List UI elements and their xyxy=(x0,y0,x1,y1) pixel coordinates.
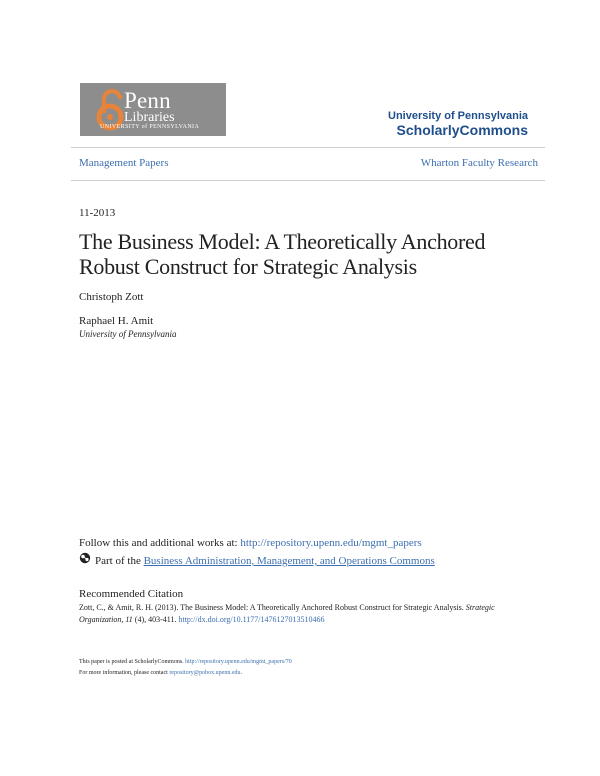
header-divider-bottom xyxy=(71,180,545,181)
follow-link[interactable]: http://repository.upenn.edu/mgmt_papers xyxy=(240,537,422,549)
header-divider-top xyxy=(71,147,545,148)
footer-contact-prefix: For more information, please contact xyxy=(79,670,170,676)
follow-prefix: Follow this and additional works at: xyxy=(79,537,241,549)
logo-tagline: UNIVERSITY of PENNSYLVANIA xyxy=(100,124,200,130)
recommended-citation-heading: Recommended Citation xyxy=(79,588,184,600)
logo-title: Penn xyxy=(124,88,171,113)
author-name: Raphael H. Amit xyxy=(79,315,154,327)
citation-doi-link[interactable]: http://dx.doi.org/10.1177/1476127013510466 xyxy=(178,615,325,624)
footer-email-link[interactable]: repository@pobox.upenn.edu xyxy=(169,670,241,676)
repository-name[interactable]: ScholarlyCommons xyxy=(396,122,528,138)
follow-line xyxy=(79,537,422,549)
footer-paper-link[interactable]: http://repository.upenn.edu/mgmt_papers/70 xyxy=(185,659,292,665)
nav-link-management-papers[interactable]: Management Papers xyxy=(79,157,169,169)
penn-libraries-logo[interactable] xyxy=(80,83,226,136)
paper-title: The Business Model: A Theoretically Anchored Robust Construct for Strategic Analysis xyxy=(79,229,486,279)
author-name: Christoph Zott xyxy=(79,291,144,303)
citation-journal: Strategic Organization, 11 xyxy=(79,603,495,624)
publication-date: 11-2013 xyxy=(79,207,116,219)
citation-text xyxy=(79,602,519,626)
footer-contact-suffix: . xyxy=(240,670,242,676)
footer-posted-line xyxy=(79,659,292,665)
footer-contact-line xyxy=(79,670,242,676)
nav-link-wharton-faculty-research[interactable]: Wharton Faculty Research xyxy=(420,157,538,169)
part-of-line xyxy=(95,555,435,567)
citation-rest: (4), 403-411. xyxy=(132,615,179,624)
commons-link[interactable]: Business Administration, Management, and Operations Commons xyxy=(143,555,435,567)
repository-institution[interactable]: University of Pennsylvania xyxy=(388,110,528,122)
citation-main: Zott, C., & Amit, R. H. (2013). The Business Model: A Theoretically Anchored Robust Construct for Strategic Analysis. xyxy=(79,603,464,612)
logo-subtitle: Libraries xyxy=(124,110,175,125)
footer-posted-prefix: This paper is posted at ScholarlyCommons. xyxy=(79,659,186,665)
commons-network-icon xyxy=(79,552,91,564)
author-affiliation: University of Pennsylvania xyxy=(79,329,177,339)
part-of-prefix: Part of the xyxy=(95,555,144,567)
